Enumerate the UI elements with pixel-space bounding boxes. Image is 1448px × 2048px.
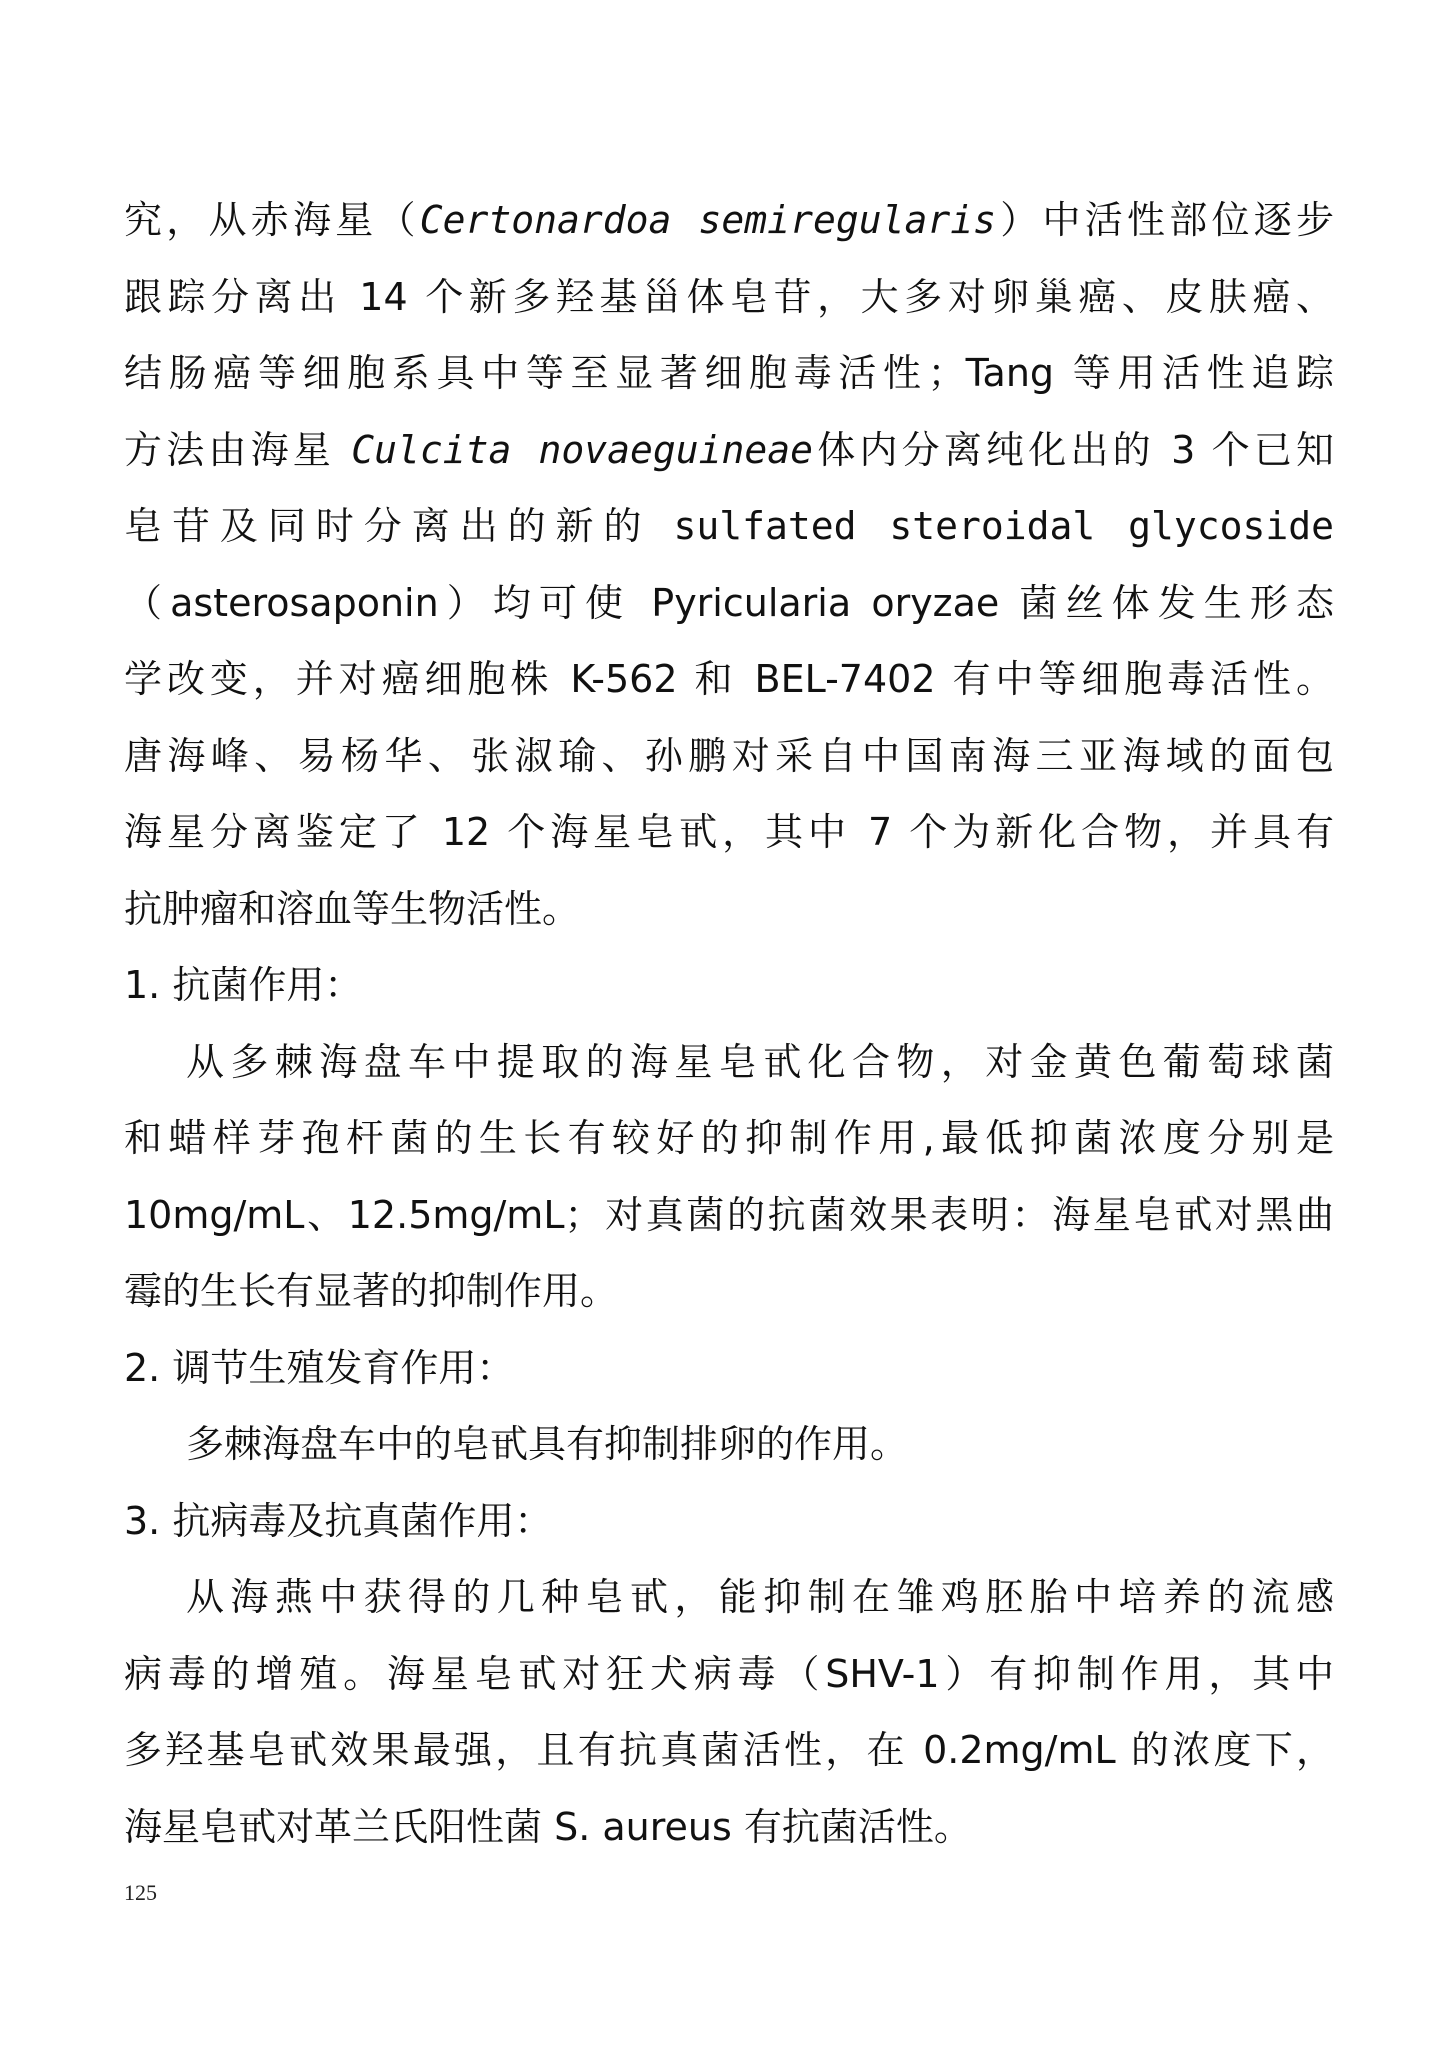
text-run: 方法由海星 — [124, 427, 352, 472]
text-run: 皂苷及同时分离出的新的 — [124, 504, 674, 548]
text-line: 海星皂甙对革兰氏阳性菌 S. aureus 有抗菌活性。 — [124, 1804, 972, 1849]
text-line: 从海燕中获得的几种皂甙，能抑制在雏鸡胚胎中培养的流感 — [186, 1575, 1334, 1619]
text-line: （asterosaponin）均可使 Pyricularia oryzae 菌丝体发生形态 — [124, 580, 1334, 625]
section-heading-antiviral: 3. 抗病毒及抗真菌作用： — [124, 1498, 553, 1543]
text-line — [124, 182, 1334, 259]
text-line: 和蜡样芽孢杆菌的生长有较好的抑制作用,最低抑菌浓度分别是 — [124, 1116, 1334, 1160]
text-line: 病毒的增殖。海星皂甙对狂犬病毒（SHV-1）有抑制作用，其中 — [124, 1651, 1334, 1696]
text-line: 抗肿瘤和溶血等生物活性。 — [124, 886, 581, 931]
body-text — [124, 182, 1334, 1865]
section-heading-antibacterial: 1. 抗菌作用： — [124, 963, 363, 1007]
species-name: Culcita novaeguineae — [351, 427, 814, 472]
species-name: Certonardoa semiregularis — [419, 198, 996, 242]
text-line: 跟踪分离出 14 个新多羟基甾体皂苷，大多对卵巢癌、皮肤癌、 — [124, 274, 1334, 319]
page-number: 125 — [124, 1880, 157, 1905]
text-run: 究，从赤海星（ — [124, 198, 420, 242]
text-line — [124, 412, 1334, 489]
text-line — [124, 488, 1334, 565]
text-run: 体内分离纯化出的 3 个已知 — [813, 427, 1334, 472]
text-line: 海星分离鉴定了 12 个海星皂甙，其中 7 个为新化合物，并具有 — [124, 810, 1334, 854]
text-line: 霉的生长有显著的抑制作用。 — [124, 1269, 619, 1313]
text-line: 从多棘海盘车中提取的海星皂甙化合物，对金黄色葡萄球菌 — [186, 1039, 1334, 1084]
text-line: 多羟基皂甙效果最强，且有抗真菌活性，在 0.2mg/mL 的浓度下， — [124, 1728, 1334, 1772]
text-run: ）中活性部位逐步 — [995, 198, 1334, 242]
text-line: 10mg/mL、12.5mg/mL；对真菌的抗菌效果表明：海星皂甙对黑曲 — [124, 1192, 1334, 1237]
text-line: 结肠癌等细胞系具中等至显著细胞毒活性；Tang 等用活性追踪 — [124, 351, 1334, 395]
text-line: 唐海峰、易杨华、张淑瑜、孙鹏对采自中国南海三亚海域的面包 — [124, 733, 1334, 778]
compound-name: sulfated steroidal glycoside — [673, 504, 1334, 548]
section-heading-reproduction: 2. 调节生殖发育作用： — [124, 1345, 515, 1390]
text-line: 多棘海盘车中的皂甙具有抑制排卵的作用。 — [186, 1422, 909, 1466]
text-line: 学改变，并对癌细胞株 K-562 和 BEL-7402 有中等细胞毒活性。 — [124, 657, 1334, 701]
